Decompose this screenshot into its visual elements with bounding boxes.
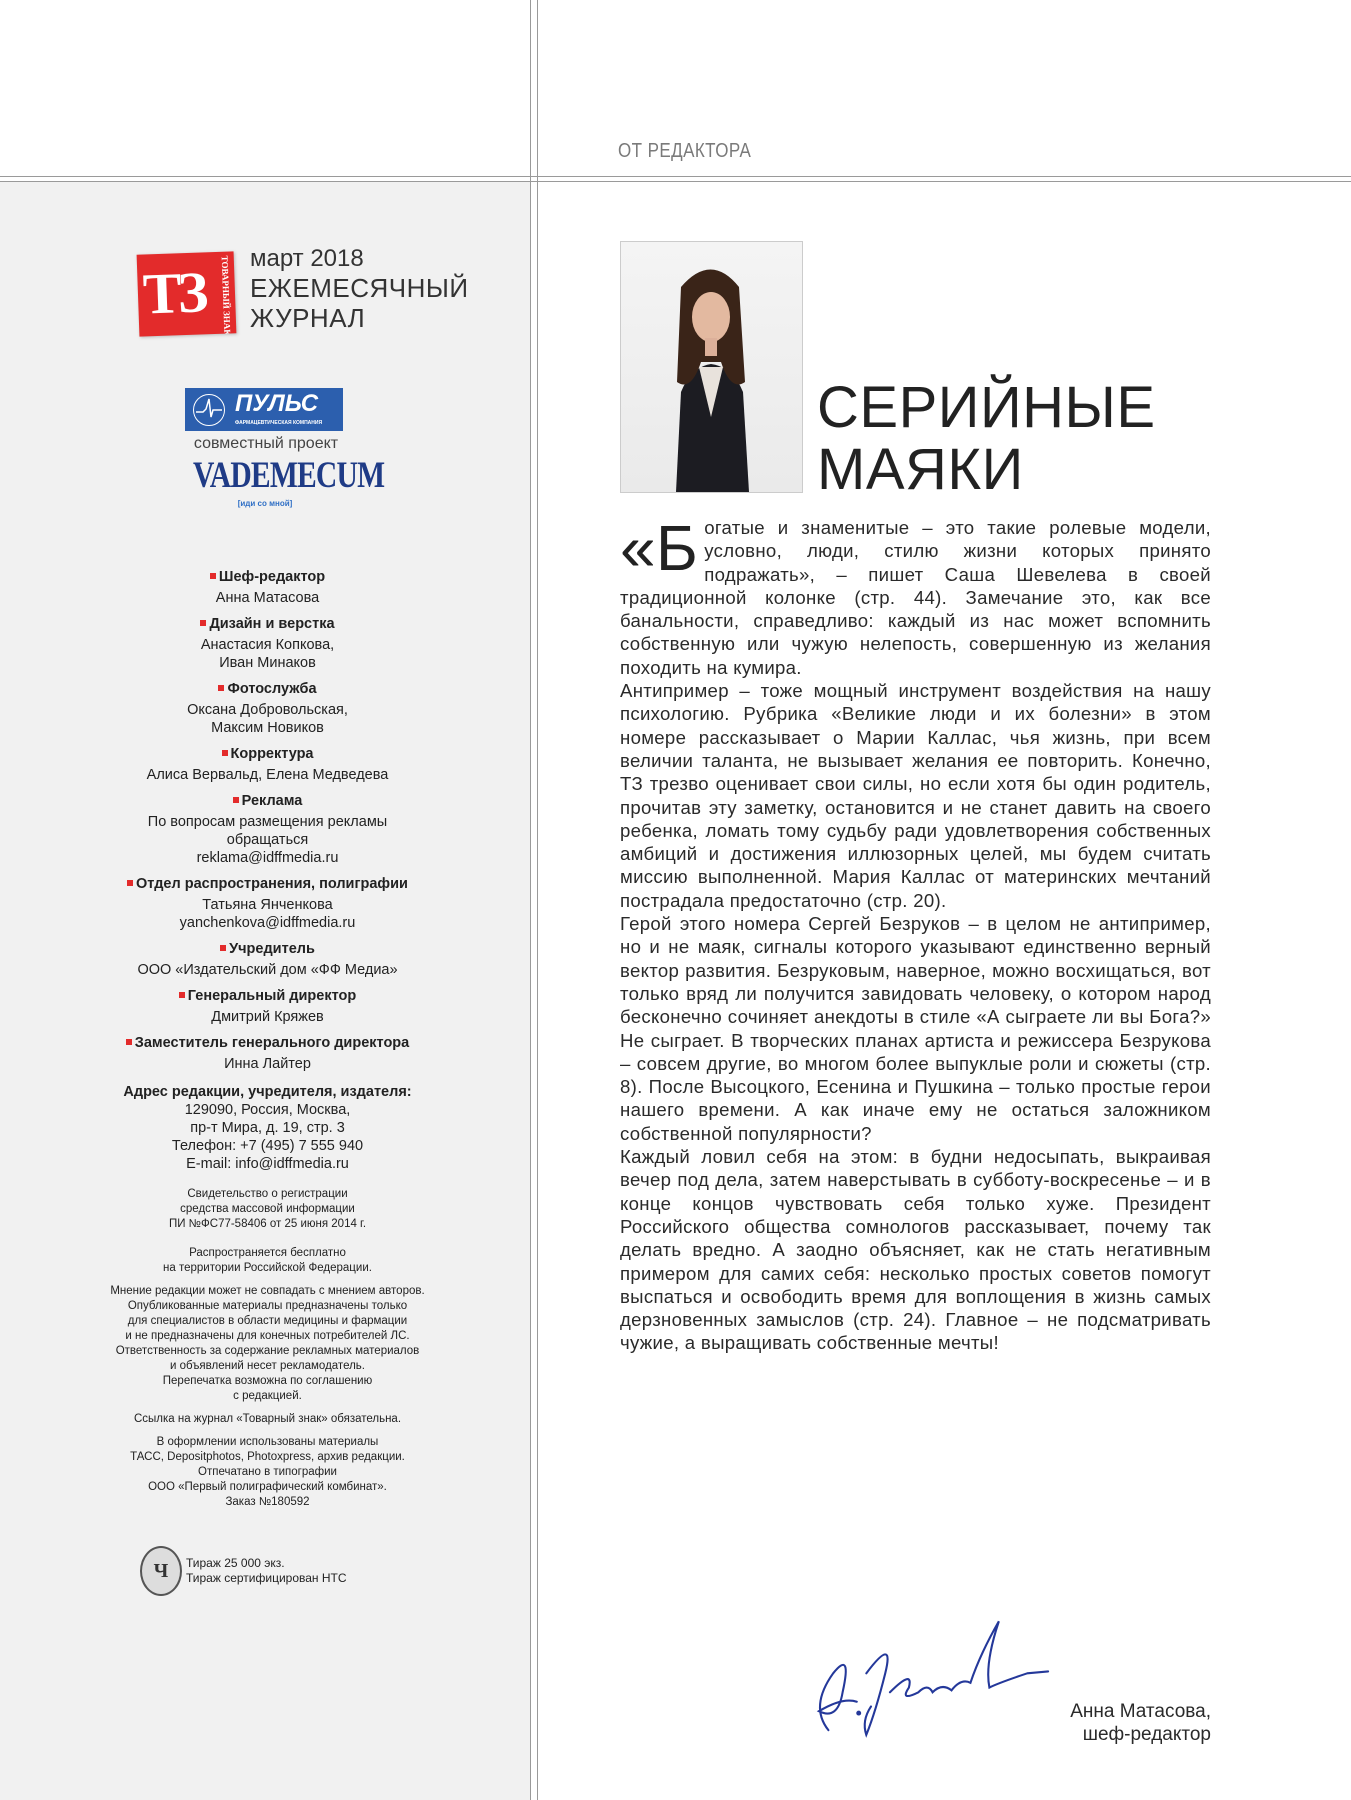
fine-print-line: ООО «Первый полиграфический комбинат». — [148, 1481, 387, 1493]
credit-value — [55, 896, 480, 932]
fine-print-line: В оформлении использованы материалы — [156, 1436, 379, 1448]
fine-print-line: на территории Российской Федерации. — [163, 1262, 372, 1274]
credit-line: yanchenkova@idffmedia.ru — [179, 915, 356, 931]
credit-line: Оксана Добровольская, — [187, 702, 348, 718]
author-role: шеф-редактор — [1082, 1724, 1211, 1745]
credits-list — [55, 568, 480, 1173]
imprint-column — [55, 568, 480, 1596]
signature-icon — [800, 1613, 1050, 1745]
fine-print-line: и не предназначены для конечных потребителей ЛС. — [125, 1330, 410, 1342]
vademecum-subtitle: [иди со мной] — [237, 499, 293, 508]
credit-value — [55, 589, 480, 607]
tz-logo-text: ТЗ — [141, 259, 206, 327]
fine-print-line: Мнение редакции может не совпадать с мнением авторов. — [110, 1285, 425, 1297]
credit-line: По вопросам размещения рекламы — [147, 814, 388, 830]
editor-photo — [620, 241, 803, 493]
credit-line: Анна Матасова — [215, 590, 320, 606]
credit-heading: Учредитель — [55, 940, 480, 958]
credit-line: Инна Лайтер — [224, 1056, 311, 1072]
credit-line: Иван Минаков — [219, 655, 316, 671]
fine-print-line: Заказ №180592 — [225, 1496, 310, 1508]
address-block — [55, 1083, 480, 1173]
credit-line: ООО «Издательский дом «ФФ Медиа» — [137, 962, 398, 978]
paragraph-text: огатые и знаменитые – это такие ролевые модели, условно, люди, стилю жизни которых принято подражать», – пишет Саша Шевелева в своей традиционной колонке (стр. 44). Замечание это, как все банальности, справедливо: каждый из нас может вспомнить собственную или чужую нелепость, совершенную из желания походить на кумира. — [620, 517, 1211, 678]
credit-value — [55, 1008, 480, 1026]
fine-print-line: для специалистов в области медицины и фармации — [127, 1315, 408, 1327]
credit-heading: Корректура — [55, 745, 480, 763]
credit-heading: Отдел распространения, полиграфии — [55, 875, 480, 893]
magazine-kind: ЕЖЕМЕСЯЧНЫЙ — [250, 273, 469, 303]
fine-print-line: с редакцией. — [233, 1390, 302, 1402]
credit-value — [55, 813, 480, 867]
credit-heading: Реклама — [55, 792, 480, 810]
paragraph: Антипример – тоже мощный инструмент воздействия на нашу психологию. Рубрика «Великие люди и их болезни» в этом номере рассказывает о Марии Каллас, чья жизнь, при всем величии таланта, не вызывает желания ее повторить. Конечно, ТЗ трезво оценивает свои силы, но если хотя бы один родитель, прочитав эту заметку, остановится и не станет давить на своего ребенка, ломать тому судьбу ради удовлетворения собственных амбиций и достижения иллюзорных целей, мы будем считать миссию выполненной. Мария Каллас от материнских мечтаний пострадала предостаточно (стр. 20). — [620, 680, 1211, 911]
joint-project-label: совместный проект — [193, 435, 339, 452]
credit-value — [55, 701, 480, 737]
paragraph: Герой этого номера Сергей Безруков – в целом не антипример, но и не маяк, сигналы которого указывают единственно верный вектор развития. Безруковым, наверное, можно восхищаться, вот только вряд ли получится завидовать человеку, о котором народ бесконечно сочиняет анекдоты в стиле «А сыграете ли вы Бога?» Не сыграет. В творческих планах артиста и режиссера Безрукова – совсем другие, во многом более выпуклые роли и сюжеты (стр. 8). После Высоцкого, Есенина и Пушкина – только простые герои нашего времени. А как иначе ему не остаться заложником собственной популярности? — [620, 913, 1211, 1144]
circulation — [140, 1546, 480, 1596]
credit-line: reklama@idffmedia.ru — [196, 850, 339, 866]
section-label: ОТ РЕДАКТОРА — [618, 140, 752, 162]
article-body — [620, 512, 1211, 1355]
credit-line: Дмитрий Кряжев — [211, 1009, 324, 1025]
credit-heading: Генеральный директор — [55, 987, 480, 1005]
fine-print-line: Опубликованные материалы предназначены только — [127, 1300, 408, 1312]
drop-cap: «Б — [620, 512, 699, 584]
fine-print-block — [55, 1435, 480, 1510]
column-divider — [537, 0, 538, 1800]
credit-line: Татьяна Янченкова — [202, 897, 333, 913]
address-line: Телефон: +7 (495) 7 555 940 — [171, 1138, 364, 1154]
fine-print-line: Отпечатано в типографии — [198, 1466, 337, 1478]
address-line: 129090, Россия, Москва, — [184, 1102, 351, 1118]
vademecum-logo: VADEMECUM — [193, 455, 385, 496]
title-line: СЕРИЙНЫЕ — [817, 375, 1156, 440]
pulse-logo — [185, 388, 343, 431]
credit-value — [55, 636, 480, 672]
credit-heading: Шеф-редактор — [55, 568, 480, 586]
credit-value — [55, 961, 480, 979]
column-divider — [530, 0, 531, 1800]
credit-line: обращаться — [226, 832, 309, 848]
credit-line: Анастасия Копкова, — [200, 637, 335, 653]
header-divider — [0, 181, 1351, 182]
circulation-certified: Тираж сертифицирован НТС — [186, 1571, 347, 1585]
credit-line: Алиса Вервальд, Елена Медведева — [146, 767, 389, 783]
credit-line: Максим Новиков — [211, 720, 324, 736]
address-line: E-mail: info@idffmedia.ru — [186, 1156, 349, 1172]
author-signature-block — [1070, 1700, 1211, 1746]
fine-print — [55, 1187, 480, 1510]
credit-value — [55, 766, 480, 784]
circulation-count: Тираж 25 000 экз. — [186, 1556, 285, 1570]
fine-print-line: Перепечатка возможна по соглашению — [162, 1375, 373, 1387]
fine-print-line: средства массовой информации — [180, 1203, 355, 1215]
fine-print-line: Ответственность за содержание рекламных материалов — [115, 1345, 420, 1357]
fine-print-line: ТАСС, Depositphotos, Photoxpress, архив редакции. — [130, 1451, 405, 1463]
nts-seal-icon: Ч — [140, 1546, 182, 1596]
fine-print-line: Распространяется бесплатно — [189, 1247, 346, 1259]
header-divider — [0, 176, 1351, 177]
paragraph: Каждый ловил себя на этом: в будни недосыпать, выкраивая вечер под дела, затем наверстывать в субботу-воскресенье – и в конце концов чувствовать себя только хуже. Президент Российского общества сомнологов рассказывает, почему так делать вредно. А заодно объясняет, как не стать негативным примером для самих себя: несколько простых советов помогут выспаться и освободить время для воплощения в жизнь самых дерзновенных замыслов (стр. 24). Главное – не подсматривать чужие, а выращивать собственные мечты! — [620, 1146, 1211, 1354]
issue-month: март 2018 — [250, 245, 364, 272]
title-line: МАЯКИ — [817, 437, 1024, 502]
fine-print-line: ПИ №ФС77-58406 от 25 июня 2014 г. — [168, 1218, 367, 1230]
credit-value — [55, 1055, 480, 1073]
author-name: Анна Матасова, — [1070, 1701, 1211, 1722]
fine-print-block — [55, 1246, 480, 1276]
fine-print-block — [55, 1284, 480, 1404]
address-line: пр-т Мира, д. 19, стр. 3 — [190, 1120, 345, 1136]
pulse-wave-icon — [193, 394, 225, 426]
credit-heading: Фотослужба — [55, 680, 480, 698]
address-heading: Адрес редакции, учредителя, издателя: — [123, 1084, 412, 1100]
credit-heading: Заместитель генерального директора — [55, 1034, 480, 1052]
pulse-name: ПУЛЬС — [235, 390, 319, 417]
fine-print-block — [55, 1187, 480, 1232]
paragraph — [620, 512, 1211, 679]
magazine-kind: ЖУРНАЛ — [250, 303, 366, 333]
fine-print-line: Ссылка на журнал «Товарный знак» обязательна. — [133, 1413, 402, 1425]
masthead — [250, 245, 469, 333]
article-title — [817, 377, 1156, 501]
fine-print-line: и объявлений несет рекламодатель. — [170, 1360, 365, 1372]
tz-logo-subtext: ТОВАРНЫЙ ЗНАК — [219, 255, 233, 336]
fine-print-block — [55, 1412, 480, 1427]
fine-print-line: Свидетельство о регистрации — [187, 1188, 348, 1200]
pulse-tagline: ФАРМАЦЕВТИЧЕСКАЯ КОМПАНИЯ — [235, 420, 323, 426]
credit-heading: Дизайн и верстка — [55, 615, 480, 633]
tz-logo — [137, 251, 237, 336]
